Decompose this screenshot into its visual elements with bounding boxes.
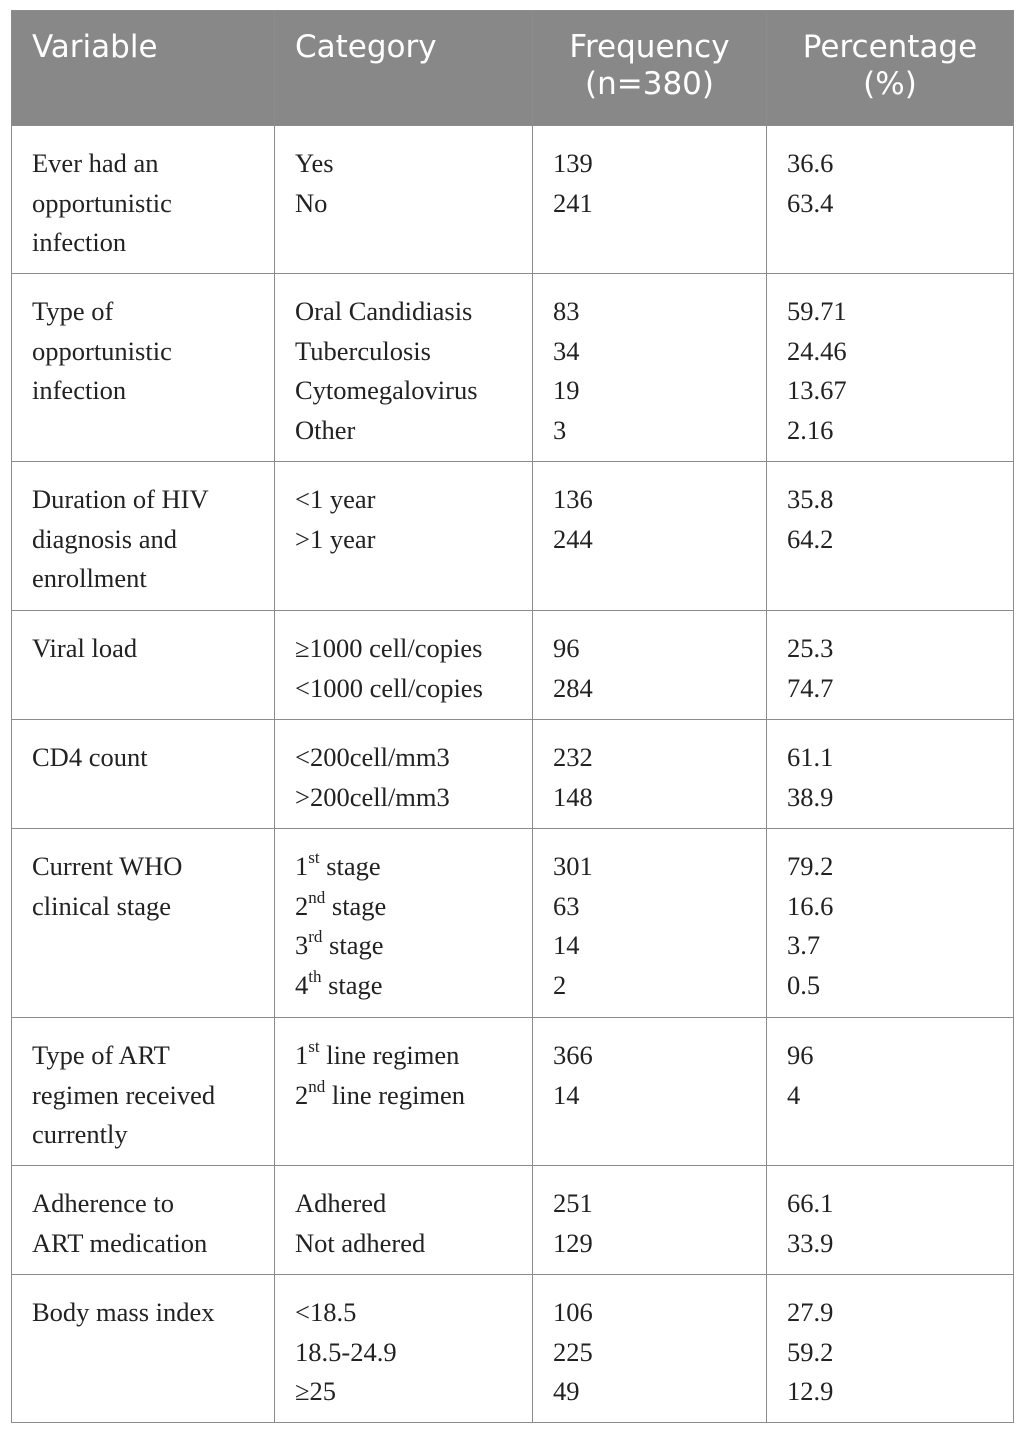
frequency-value: 232 — [553, 742, 593, 772]
variable-line: Viral load — [32, 633, 138, 663]
frequency-value: 83 — [553, 296, 580, 326]
frequency-value: 63 — [553, 890, 580, 921]
ordinal-number: 1 — [295, 1040, 309, 1070]
table-row — [12, 274, 1014, 462]
percentage-value: 33.9 — [787, 1227, 834, 1258]
frequency-cell — [533, 1275, 767, 1423]
table-header — [12, 11, 1014, 126]
header-percentage — [767, 11, 1014, 126]
variable-cell — [12, 1275, 275, 1423]
percentage-value: 2.16 — [787, 414, 834, 445]
variable-cell — [12, 611, 275, 720]
variable-line: ART medication — [32, 1227, 208, 1258]
table-row — [12, 1166, 1014, 1275]
category-line — [295, 1036, 512, 1076]
frequency-value: 148 — [553, 781, 593, 812]
variable-line: CD4 count — [32, 742, 148, 772]
percentage-value: 63.4 — [787, 187, 834, 218]
ordinal-number: 2 — [295, 1079, 309, 1110]
frequency-value: 19 — [553, 375, 580, 405]
variable-line: Current WHO — [32, 851, 183, 881]
percentage-value: 35.8 — [787, 484, 834, 514]
percentage-value: 66.1 — [787, 1188, 834, 1218]
frequency-value: 225 — [553, 1336, 593, 1367]
table-body — [12, 126, 1014, 1423]
variable-line: regimen received — [32, 1079, 216, 1110]
frequency-value: 301 — [553, 851, 593, 881]
table-row — [12, 1018, 1014, 1166]
percentage-value: 38.9 — [787, 781, 834, 812]
ordinal-suffix: th — [308, 966, 322, 986]
category-text: line regimen — [319, 1040, 460, 1070]
category-cell — [275, 1166, 533, 1275]
category-cell — [275, 611, 533, 720]
frequency-cell — [533, 611, 767, 720]
category-line: Tuberculosis — [295, 335, 431, 366]
header-variable-label: Variable — [32, 29, 158, 65]
percentage-value: 4 — [787, 1079, 801, 1110]
category-text: stage — [325, 890, 387, 921]
data-table — [11, 10, 1014, 1423]
frequency-value: 241 — [553, 187, 593, 218]
percentage-value: 79.2 — [787, 851, 834, 881]
category-line: >200cell/mm3 — [295, 781, 450, 812]
variable-line: clinical stage — [32, 890, 172, 921]
percentage-value: 74.7 — [787, 672, 834, 703]
variable-line: infection — [32, 375, 127, 405]
percentage-value: 96 — [787, 1040, 814, 1070]
percentage-cell — [767, 720, 1014, 829]
frequency-value: 34 — [553, 335, 580, 366]
frequency-value: 129 — [553, 1227, 593, 1258]
ordinal-suffix: st — [308, 848, 320, 868]
category-line — [295, 926, 512, 966]
frequency-value: 3 — [553, 414, 567, 445]
header-percentage-line1: Percentage — [802, 29, 978, 65]
frequency-value: 136 — [553, 484, 593, 514]
category-line — [295, 966, 512, 1006]
table-row — [12, 611, 1014, 720]
table-row — [12, 126, 1014, 274]
ordinal-suffix: nd — [308, 887, 326, 907]
category-text: stage — [321, 969, 383, 1000]
percentage-value: 59.2 — [787, 1336, 834, 1367]
percentage-value: 3.7 — [787, 930, 821, 960]
category-line: No — [295, 187, 328, 218]
ordinal-number: 2 — [295, 890, 309, 921]
variable-cell — [12, 126, 275, 274]
header-frequency-line1: Frequency — [569, 29, 730, 65]
variable-line: Ever had an — [32, 148, 159, 178]
variable-line: opportunistic — [32, 335, 172, 366]
category-line: <18.5 — [295, 1297, 357, 1327]
category-line: Cytomegalovirus — [295, 375, 478, 405]
frequency-value: 14 — [553, 930, 580, 960]
variable-line: currently — [32, 1119, 128, 1149]
frequency-cell — [533, 720, 767, 829]
ordinal-number: 4 — [295, 969, 309, 1000]
category-cell — [275, 274, 533, 462]
variable-line: diagnosis and — [32, 523, 177, 554]
category-text: stage — [322, 930, 384, 960]
percentage-value: 27.9 — [787, 1297, 834, 1327]
percentage-cell — [767, 462, 1014, 611]
category-line: >1 year — [295, 523, 376, 554]
percentage-value: 61.1 — [787, 742, 834, 772]
frequency-value: 49 — [553, 1376, 580, 1406]
frequency-cell — [533, 829, 767, 1018]
percentage-cell — [767, 274, 1014, 462]
percentage-cell — [767, 611, 1014, 720]
category-cell — [275, 1275, 533, 1423]
category-line — [295, 1076, 512, 1116]
percentage-cell — [767, 1018, 1014, 1166]
category-text: stage — [319, 851, 381, 881]
variable-cell — [12, 720, 275, 829]
header-row — [12, 11, 1014, 126]
table-row — [12, 1275, 1014, 1423]
category-cell — [275, 462, 533, 611]
percentage-value: 25.3 — [787, 633, 834, 663]
header-category — [275, 11, 533, 126]
frequency-value: 2 — [553, 969, 567, 1000]
percentage-cell — [767, 126, 1014, 274]
category-line — [295, 847, 512, 887]
frequency-value: 366 — [553, 1040, 593, 1070]
variable-line: Type of ART — [32, 1040, 170, 1070]
variable-line: opportunistic — [32, 187, 172, 218]
variable-line: Adherence to — [32, 1188, 174, 1218]
percentage-value: 36.6 — [787, 148, 834, 178]
variable-cell — [12, 462, 275, 611]
frequency-value: 284 — [553, 672, 593, 703]
percentage-value: 59.71 — [787, 296, 847, 326]
category-line: Adhered — [295, 1188, 387, 1218]
frequency-value: 96 — [553, 633, 580, 663]
variable-line: enrollment — [32, 563, 147, 593]
category-line: Yes — [295, 148, 334, 178]
percentage-cell — [767, 1166, 1014, 1275]
percentage-value: 13.67 — [787, 375, 847, 405]
header-frequency — [533, 11, 767, 126]
percentage-cell — [767, 1275, 1014, 1423]
percentage-value: 64.2 — [787, 523, 834, 554]
percentage-cell — [767, 829, 1014, 1018]
ordinal-suffix: st — [308, 1037, 320, 1057]
category-text: line regimen — [325, 1079, 466, 1110]
ordinal-suffix: rd — [308, 927, 323, 947]
variable-line: infection — [32, 227, 127, 257]
header-frequency-line2: (n=380) — [585, 66, 714, 102]
ordinal-suffix: nd — [308, 1076, 326, 1096]
frequency-value: 139 — [553, 148, 593, 178]
category-cell — [275, 1018, 533, 1166]
frequency-value: 244 — [553, 523, 593, 554]
category-line — [295, 887, 512, 927]
frequency-value: 106 — [553, 1297, 593, 1327]
percentage-value: 24.46 — [787, 335, 847, 366]
percentage-value: 12.9 — [787, 1376, 834, 1406]
variable-cell — [12, 1166, 275, 1275]
category-line: <1 year — [295, 484, 376, 514]
variable-line: Body mass index — [32, 1297, 215, 1327]
frequency-value: 14 — [553, 1079, 580, 1110]
category-line: Other — [295, 414, 356, 445]
frequency-cell — [533, 1166, 767, 1275]
category-line: <200cell/mm3 — [295, 742, 450, 772]
header-variable — [12, 11, 275, 126]
table-row — [12, 720, 1014, 829]
table-row — [12, 829, 1014, 1018]
frequency-cell — [533, 274, 767, 462]
frequency-cell — [533, 462, 767, 611]
percentage-value: 16.6 — [787, 890, 834, 921]
category-line: <1000 cell/copies — [295, 672, 483, 703]
ordinal-number: 3 — [295, 930, 309, 960]
variable-cell — [12, 274, 275, 462]
variable-cell — [12, 1018, 275, 1166]
category-cell — [275, 720, 533, 829]
ordinal-number: 1 — [295, 851, 309, 881]
category-cell — [275, 829, 533, 1018]
table-row — [12, 462, 1014, 611]
category-line: ≥25 — [295, 1376, 337, 1406]
category-cell — [275, 126, 533, 274]
frequency-cell — [533, 126, 767, 274]
category-line: Oral Candidiasis — [295, 296, 473, 326]
header-percentage-line2: (%) — [863, 66, 917, 102]
variable-line: Duration of HIV — [32, 484, 209, 514]
category-line: 18.5-24.9 — [295, 1336, 397, 1367]
header-category-label: Category — [295, 29, 437, 65]
frequency-value: 251 — [553, 1188, 593, 1218]
variable-cell — [12, 829, 275, 1018]
variable-line: Type of — [32, 296, 114, 326]
frequency-cell — [533, 1018, 767, 1166]
category-line: ≥1000 cell/copies — [295, 633, 483, 663]
percentage-value: 0.5 — [787, 969, 821, 1000]
category-line: Not adhered — [295, 1227, 426, 1258]
